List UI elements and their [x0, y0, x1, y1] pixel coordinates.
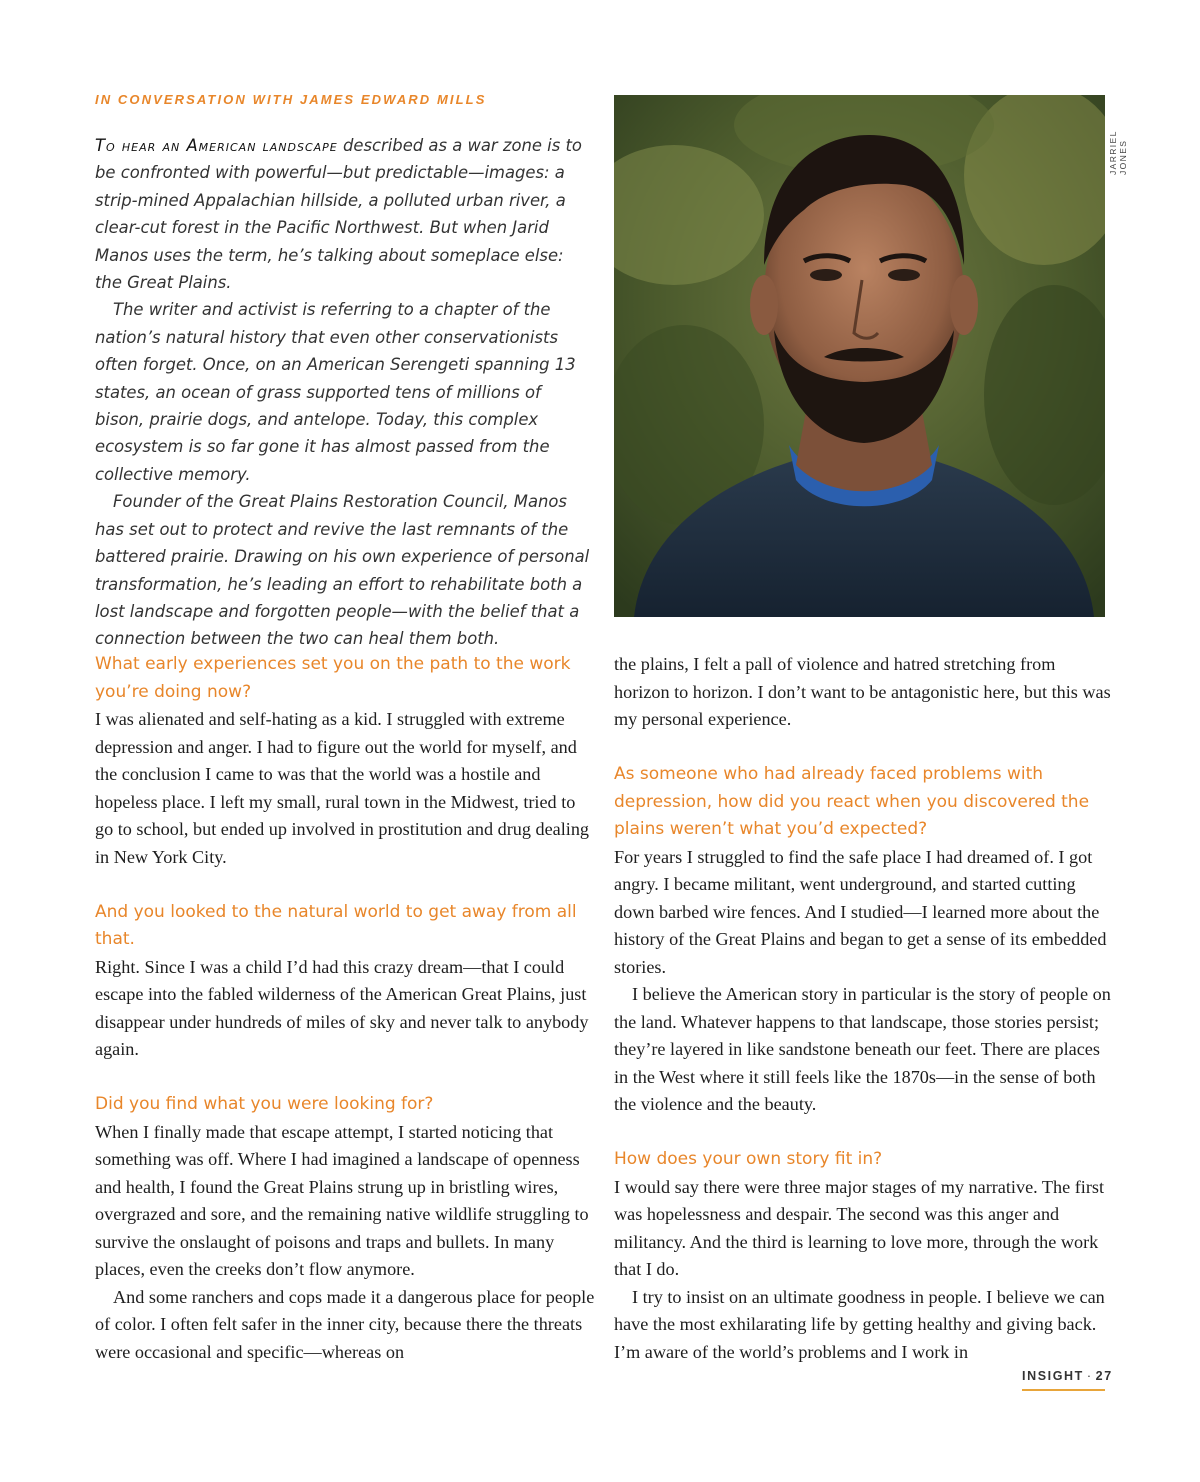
intro-lead-caps: To hear an American landscape	[95, 136, 338, 155]
answer-2: Right. Since I was a child I’d had this crazy dream—that I could escape into the fabled wilderness of the American Great Plains, just disappear under hundreds of miles of sky and never talk to anybody again.	[95, 956, 589, 1059]
question-3: Did you find what you were looking for?	[95, 1094, 434, 1114]
question-4: As someone who had already faced problems with depression, how did you react when you discovered the plains weren’t what you’d expected?	[614, 764, 1090, 839]
folio-underline	[1022, 1389, 1105, 1391]
folio-text: INSIGHT · 27	[1022, 1369, 1113, 1383]
answer-3-continued: And some ranchers and cops made it a dangerous place for people of color. I often felt safer in the inner city, because there the threats were occasional and specific—whereas on	[95, 1286, 595, 1362]
question-2: And you looked to the natural world to get away from all that.	[95, 901, 577, 949]
intro-paragraph-2: The writer and activist is referring to a chapter of the nation’s natural history that even other conservationists often forget. Once, on an American Serengeti spanning 13 states, an ocean of grass supported tens of millions of bison, prairie dogs, and antelope. Today, this complex ecosystem is so far gone it has almost passed from the collective memory.	[95, 300, 576, 484]
folio-section: INSIGHT	[1022, 1369, 1084, 1383]
article-kicker: IN CONVERSATION WITH JAMES EDWARD MILLS	[95, 92, 487, 107]
intro-paragraph-3: Founder of the Great Plains Restoration Council, Manos has set out to protect and revive the last remnants of the battered prairie. Drawing on his own experience of personal transformation, he’s leading an effort to rehabilitate both a lost landscape and forgotten people—with the belief that a connection between the two can heal them both.	[95, 492, 590, 649]
answer-5: I would say there were three major stages of my narrative. The first was hopelessness and despair. The second was this anger and militancy. And the third is learning to love more, through the work that I do.	[614, 1176, 1105, 1279]
article-intro	[95, 132, 590, 653]
answer-5-continued: I try to insist on an ultimate goodness in people. I believe we can have the most exhilarating life by getting healthy and giving back. I’m aware of the world’s problems and I work in	[614, 1286, 1105, 1362]
answer-3: When I finally made that escape attempt, I started noticing that something was off. Where I had imagined a landscape of openness and health, I found the Great Plains strung up in bristling wires, overgrazed and sore, and the remaining native wildlife struggling to survive the onslaught of poisons and traps and bullets. In many places, even the creeks don’t flow anymore.	[95, 1121, 589, 1279]
folio-page-number: 27	[1095, 1369, 1113, 1383]
answer-4-continued: I believe the American story in particular is the story of people on the land. Whatever happens to that landscape, those stories persist; they’re layered in like sandstone beneath our feet. There are places in the West where it still feels like the 1870s—in the sense of both the violence and the beauty.	[614, 984, 1111, 1114]
photo-credit: JARRIEL JONES	[1108, 130, 1128, 175]
intro-paragraph-1-text: described as a war zone is to be confronted with powerful—but predictable—images: a strip-mined Appalachian hillside, a polluted urban river, a clear-cut forest in the Pacific Northwest. But when Jarid Manos uses the term, he’s talking about someplace else: the Great Plains.	[95, 136, 582, 293]
answer-4: For years I struggled to find the safe place I had dreamed of. I got angry. I became militant, went underground, and started cutting down barbed wire fences. And I studied—I learned more about the history of the Great Plains and began to get a sense of its embedded stories.	[614, 846, 1107, 977]
intro-paragraph-1	[95, 132, 590, 296]
left-column	[95, 651, 595, 1366]
question-1: What early experiences set you on the path to the work you’re doing now?	[95, 654, 571, 702]
answer-1: I was alienated and self-hating as a kid. I struggled with extreme depression and anger. I had to figure out the world for myself, and the conclusion I came to was that the world was a hostile and hopeless place. I left my small, rural town in the Midwest, tried to go to school, but ended up involved in prostitution and drug dealing in New York City.	[95, 709, 590, 867]
page-folio	[1022, 1369, 1113, 1391]
right-column	[614, 651, 1114, 1366]
portrait-photo	[614, 95, 1105, 617]
answer-3-end: the plains, I felt a pall of violence and hatred stretching from horizon to horizon. I don’t want to be antagonistic here, but this was my personal experience.	[614, 654, 1111, 729]
question-5: How does your own story fit in?	[614, 1149, 883, 1169]
